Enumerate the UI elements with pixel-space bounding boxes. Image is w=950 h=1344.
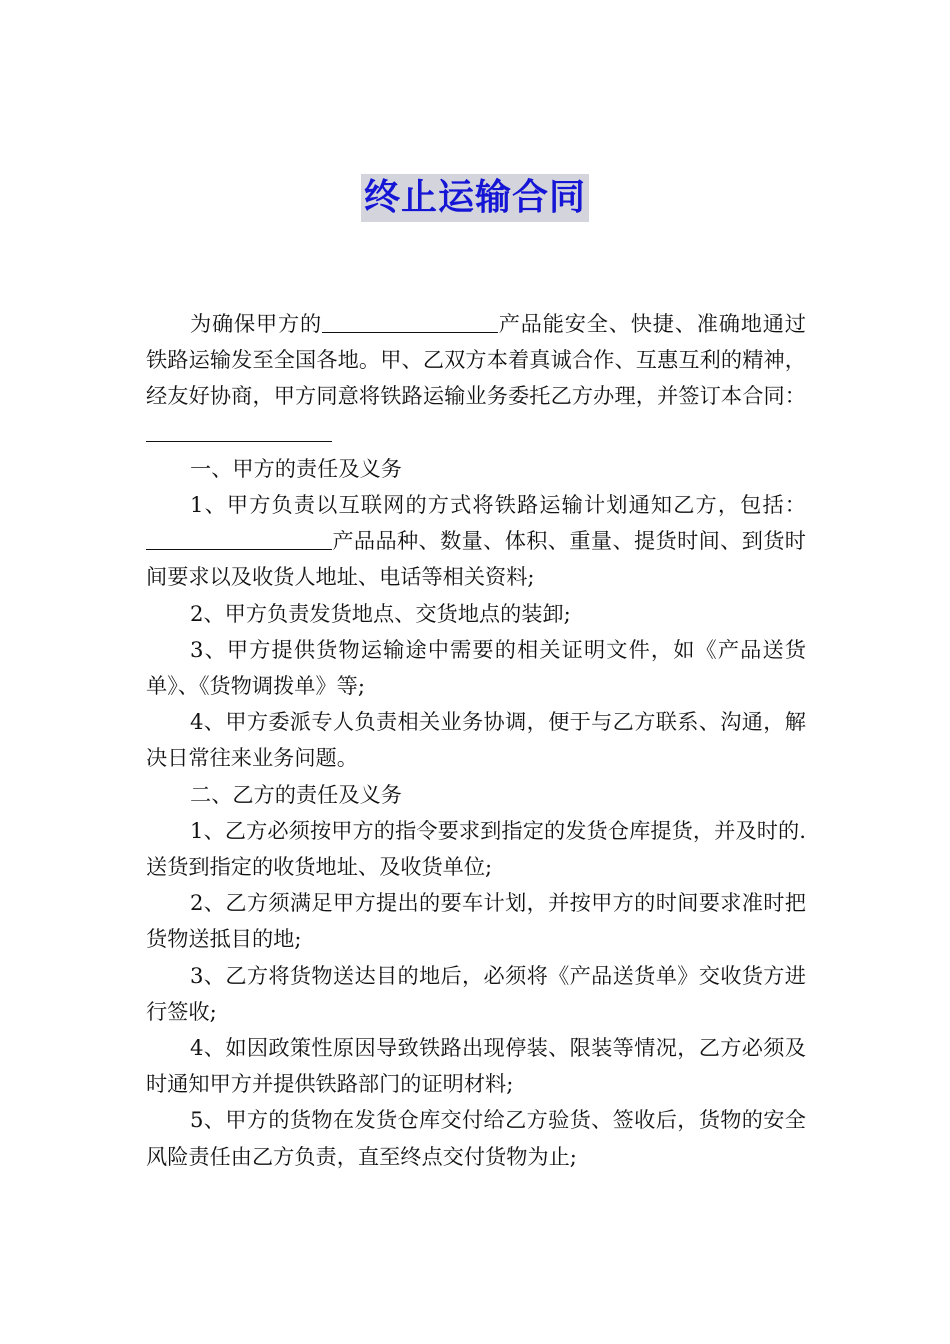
contract-blank — [146, 419, 332, 442]
intro-text-end: 产品能安全、快捷、准确地通过铁路运输发至全国各地。甲、乙双方本着真诚合作、互惠互利的精神，经友好协商，甲方同意将铁路运输业务委托乙方办理，并签订本合同： — [146, 311, 806, 409]
intro-text-start: 为确保甲方的 — [190, 311, 322, 336]
section-2-item-5: 5、甲方的货物在发货仓库交付给乙方验货、签收后，货物的安全风险责任由乙方负责，直至终点交付货物为止; — [146, 1107, 806, 1169]
intro-paragraph — [146, 306, 806, 451]
section-2-item-2: 2、乙方须满足甲方提出的要车计划，并按甲方的时间要求准时把货物送抵目的地; — [146, 890, 806, 952]
section-2-item-3: 3、乙方将货物送达目的地后，必须将《产品送货单》交收货方进行签收; — [146, 962, 806, 1024]
title-container — [0, 174, 950, 222]
section-2-item-4: 4、如因政策性原因导致铁路出现停装、限装等情况，乙方必须及时通知甲方并提供铁路部门的证明材料; — [146, 1035, 806, 1097]
document-title: 终止运输合同 — [361, 174, 589, 222]
section-1-heading: 一、甲方的责任及义务 — [190, 455, 402, 481]
section-1-item-1-start: 1、甲方负责以互联网的方式将铁路运输计划通知乙方，包括： — [190, 492, 806, 518]
section-1-item-2: 2、甲方负责发货地点、交货地点的装卸; — [190, 600, 571, 626]
section-1-item-1-end: 产品品种、数量、体积、重量、提货时间、到货时间要求以及收货人地址、电话等相关资料; — [146, 528, 806, 590]
section-2-heading: 二、乙方的责任及义务 — [190, 781, 402, 807]
document-body — [146, 306, 806, 1175]
section-1-item-1 — [146, 487, 806, 596]
section-1-item-4: 4、甲方委派专人负责相关业务协调，便于与乙方联系、沟通，解决日常往来业务问题。 — [146, 709, 806, 771]
section-1-item-3: 3、甲方提供货物运输途中需要的相关证明文件，如《产品送货单》、《货物调拨单》等; — [146, 636, 806, 699]
product-details-blank — [146, 527, 332, 550]
product-name-blank — [322, 310, 498, 333]
section-2-item-1: 1、乙方必须按甲方的指令要求到指定的发货仓库提货，并及时的.送货到指定的收货地址、及收货单位; — [146, 817, 806, 880]
